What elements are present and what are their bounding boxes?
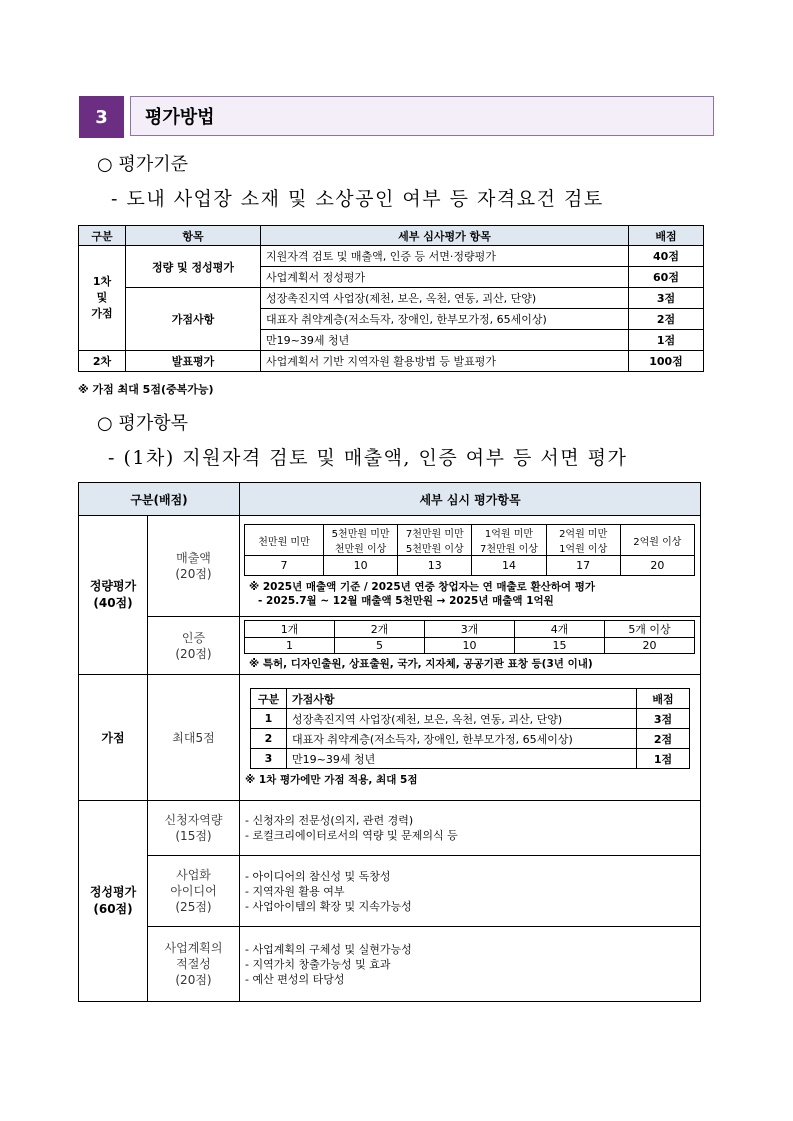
cert-header: 3개	[425, 621, 515, 638]
sales-note: ※ 2025년 매출액 기준 / 2025년 연중 창업자는 연 매출로 환산하여 평가	[249, 581, 595, 593]
header-category-score: 구분(배점)	[79, 483, 240, 516]
cert-header: 2개	[335, 621, 425, 638]
cert-value: 15	[515, 638, 605, 654]
table-row	[79, 927, 701, 1002]
cert-label: 인증 (20점)	[148, 617, 240, 675]
stage2-score: 100점	[629, 351, 704, 372]
range-header: 2억원 미만 1억원 이상	[546, 525, 620, 556]
cert-ranges	[245, 621, 695, 638]
bonus-item: 성장촉진지역 사업장(제천, 보은, 옥천, 연동, 괴산, 단양)	[287, 709, 637, 729]
group-quant-qual: 정량 및 정성평가	[126, 246, 261, 288]
sales-cell	[240, 516, 701, 617]
row-detail: 대표자 취약계층(저소득자, 장애인, 한부모가정, 65세이상)	[261, 309, 629, 330]
evaluation-items-table	[78, 482, 701, 1002]
cert-header: 4개	[515, 621, 605, 638]
qual-capability-label: 신청자역량 (15점)	[148, 801, 240, 856]
cert-note: ※ 특허, 디자인출원, 상표출원, 국가, 지자체, 공공기관 표창 등(3년 이내)	[249, 658, 593, 670]
table-row	[79, 516, 701, 617]
cert-score-table	[244, 620, 695, 654]
row-detail: 성장촉진지역 사업장(제천, 보은, 옥천, 연동, 괴산, 단양)	[261, 288, 629, 309]
criteria-table-header	[79, 226, 704, 246]
header-category: 구분	[79, 226, 126, 246]
cert-value: 10	[425, 638, 515, 654]
bonus-score: 1점	[637, 749, 690, 769]
qual-capability-items: - 신청자의 전문성(의지, 관련 경력) - 로컬크리에이터로서의 역량 및 문제의식 등	[240, 801, 701, 856]
qual-label: 정성평가 (60점)	[79, 801, 148, 1002]
range-header: 5천만원 미만 천만원 이상	[324, 525, 398, 556]
header-item: 항목	[126, 226, 261, 246]
sales-note-example: - 2025.7월 ~ 12월 매출액 5천만원 → 2025년 매출액 1억원	[258, 595, 554, 607]
section-number: 3	[79, 96, 124, 138]
table-row	[251, 729, 690, 749]
row-detail: 지원자격 검토 및 매출액, 인증 등 서면·정량평가	[261, 246, 629, 267]
bonus-header-item: 가점사항	[287, 689, 637, 709]
cert-cell	[240, 617, 701, 675]
row-detail: 사업계획서 정성평가	[261, 267, 629, 288]
header-detail: 세부 심사평가 항목	[261, 226, 629, 246]
range-header: 7천만원 미만 5천만원 이상	[398, 525, 472, 556]
stage1-label: 1차 및 가점	[79, 246, 126, 351]
header-detail-items: 세부 심시 평가항목	[240, 483, 701, 516]
bonus-table-note: ※ 1차 평가에만 가점 적용, 최대 5점	[245, 774, 418, 786]
range-value: 14	[472, 556, 546, 576]
table-row	[79, 675, 701, 801]
row-score: 2점	[629, 309, 704, 330]
range-header: 1억원 미만 7천만원 이상	[472, 525, 546, 556]
table-row	[79, 617, 701, 675]
stage2-label: 2차	[79, 351, 126, 372]
row-detail: 만19~39세 청년	[261, 330, 629, 351]
items-subheading: - (1차) 지원자격 검토 및 매출액, 인증 여부 등 서면 평가	[108, 447, 628, 469]
bonus-score: 3점	[637, 709, 690, 729]
range-value: 13	[398, 556, 472, 576]
range-value: 10	[324, 556, 398, 576]
bonus-table	[250, 688, 690, 769]
row-score: 60점	[629, 267, 704, 288]
criteria-heading: ○ 평가기준	[97, 154, 188, 175]
bonus-no: 3	[251, 749, 287, 769]
bonus-sublabel: 최대5점	[148, 675, 240, 801]
evaluation-table-header	[79, 483, 701, 516]
sales-label: 매출액 (20점)	[148, 516, 240, 617]
table-row	[79, 351, 704, 372]
cert-value: 5	[335, 638, 425, 654]
section-title: 평가방법	[130, 96, 714, 136]
bonus-no: 1	[251, 709, 287, 729]
sales-score-table	[244, 524, 695, 576]
bonus-note: ※ 가점 최대 5점(중복가능)	[78, 383, 214, 396]
bonus-score: 2점	[637, 729, 690, 749]
table-row	[79, 801, 701, 856]
criteria-table	[78, 225, 704, 372]
bonus-cell	[240, 675, 701, 801]
sales-values	[245, 556, 695, 576]
table-row	[79, 288, 704, 309]
cert-header: 1개	[245, 621, 335, 638]
group-bonus: 가점사항	[126, 288, 261, 351]
qual-plan-label: 사업계획의 적절성 (20점)	[148, 927, 240, 1002]
items-heading: ○ 평가항목	[97, 413, 188, 434]
table-row	[251, 709, 690, 729]
table-row	[79, 856, 701, 927]
bonus-item: 대표자 취약계층(저소득자, 장애인, 한부모가정, 65세이상)	[287, 729, 637, 749]
range-value: 7	[245, 556, 324, 576]
range-header: 천만원 미만	[245, 525, 324, 556]
qual-idea-label: 사업화 아이디어 (25점)	[148, 856, 240, 927]
bonus-label: 가점	[79, 675, 148, 801]
row-score: 3점	[629, 288, 704, 309]
cert-value: 20	[605, 638, 695, 654]
criteria-subheading: - 도내 사업장 소재 및 소상공인 여부 등 자격요건 검토	[111, 188, 604, 210]
table-row	[251, 749, 690, 769]
qual-idea-items: - 아이디어의 참신성 및 독창성 - 지역자원 활용 여부 - 사업아이템의 확장 및 지속가능성	[240, 856, 701, 927]
bonus-header-no: 구분	[251, 689, 287, 709]
bonus-item: 만19~39세 청년	[287, 749, 637, 769]
range-value: 20	[620, 556, 694, 576]
table-row	[79, 246, 704, 267]
header-score: 배점	[629, 226, 704, 246]
quant-label: 정량평가 (40점)	[79, 516, 148, 675]
cert-header: 5개 이상	[605, 621, 695, 638]
bonus-header	[251, 689, 690, 709]
stage2-detail: 사업계획서 기반 지역자원 활용방법 등 발표평가	[261, 351, 629, 372]
bonus-no: 2	[251, 729, 287, 749]
sales-ranges	[245, 525, 695, 556]
qual-plan-items: - 사업계획의 구체성 및 실현가능성 - 지역가치 창출가능성 및 효과 - 예산 편성의 타당성	[240, 927, 701, 1002]
range-header: 2억원 이상	[620, 525, 694, 556]
row-score: 40점	[629, 246, 704, 267]
bonus-header-score: 배점	[637, 689, 690, 709]
cert-value: 1	[245, 638, 335, 654]
row-score: 1점	[629, 330, 704, 351]
cert-values	[245, 638, 695, 654]
range-value: 17	[546, 556, 620, 576]
stage2-item: 발표평가	[126, 351, 261, 372]
